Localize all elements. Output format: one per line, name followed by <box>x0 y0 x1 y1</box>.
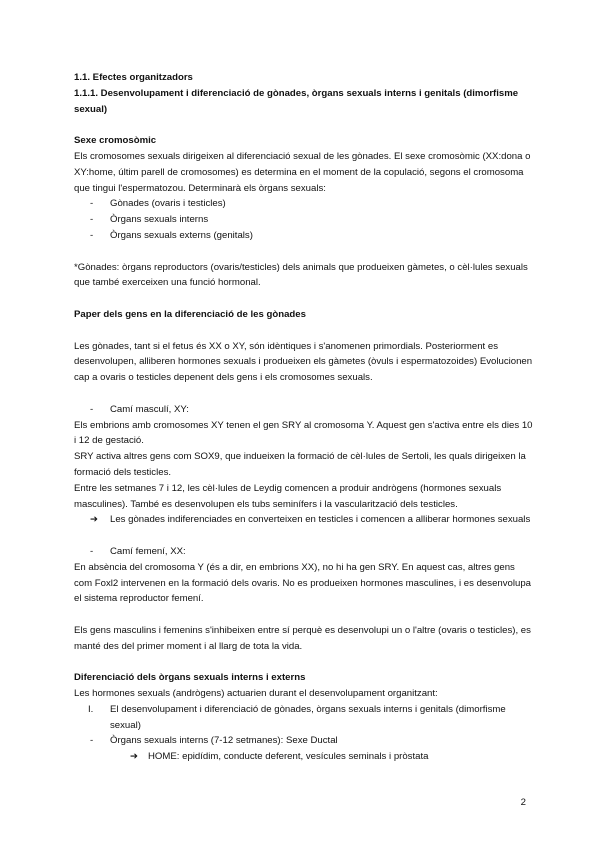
list-item: - Òrgans sexuals interns (7-12 setmanes): Sexe Ductal <box>74 733 534 749</box>
paper-gens-paragraph: Les gònades, tant si el fetus és XX o XY, són idèntiques i s'anomenen primordials. Posteriorment es desenvolupen, alliberen hormones sexuals i produeixen els gàmetes (òvuls i espermatozoides) Evolucionen cap a ovaris o testicles depenent dels gens i els cromosomes sexuals. <box>74 340 533 384</box>
diferenciacio-title: Diferenciació dels òrgans sexuals interns i externs <box>74 672 306 684</box>
cami-femeni-paragraph: En absència del cromosoma Y (és a dir, en embrions XX), no hi ha gen SRY. En aquest cas, altres gens com Foxl2 intervenen en la formació dels ovaris. No es produeixen hormones masculines, i es desenvolupa el sistema reproductor femení. <box>74 561 532 605</box>
arrow-right-icon: ➔ <box>90 514 99 526</box>
section-heading: 1.1. Efectes organitzadors <box>74 72 193 83</box>
dash-bullet: - <box>90 403 94 415</box>
arrow-right-icon: ➔ <box>130 751 139 763</box>
cami-masculi-line: Els embrions amb cromosomes XY tenen el gen SRY al cromosoma Y. Aquest gen s'activa entre els dies 10 i 12 de gestació. <box>74 419 533 447</box>
list-item: - Òrgans sexuals interns <box>74 212 534 228</box>
gonades-note: *Gònades: òrgans reproductors (ovaris/testicles) dels animals que produeixen gàmetes, o cèl·lules sexuals que també exerceixen una funció hormonal. <box>74 261 528 289</box>
numbered-item: I. El desenvolupament i diferenciació de gònades, òrgans sexuals interns i genitals (dimorfisme sexual) <box>88 703 506 731</box>
numbered-marker: I. <box>88 703 94 715</box>
dash-bullet: - <box>90 735 94 747</box>
arrow-item: ➔ Les gònades indiferenciades en converteixen en testicles i comencen a alliberar hormones sexuals <box>74 512 534 528</box>
dash-bullet: - <box>90 229 94 241</box>
dash-bullet: - <box>90 198 94 210</box>
paper-gens-title: Paper dels gens en la diferenciació de les gònades <box>74 308 306 320</box>
cami-masculi-line: Entre les setmanes 7 i 12, les cèl·lules de Leydig comencen a produir andrògens (hormones sexuals masculines). També es desenvolupen els tubs seminífers i la vascularització dels testicles. <box>74 482 502 510</box>
sexe-cromosomic-paragraph: Els cromosomes sexuals dirigeixen al diferenciació sexual de les gònades. El sexe cromosòmic (XX:dona o XY:home, últim parell de cromosomes) es determina en el moment de la copulació, segons el cromosoma que tingui l'espermatozou. Determinarà els òrgans sexuals: <box>74 150 531 194</box>
list-item: - Òrgans sexuals externs (genitals) <box>74 228 534 244</box>
conclusion-paragraph: Els gens masculins i femenins s'inhibeixen entre sí perquè es desenvolupi un o l'altre (ovaris o testicles), es manté des del primer moment i al llarg de tota la vida. <box>74 624 531 652</box>
cami-masculi-label: - Camí masculí, XY: <box>74 402 534 418</box>
document-page <box>74 70 534 765</box>
dash-bullet: - <box>90 545 94 557</box>
sexe-cromosomic-title: Sexe cromosòmic <box>74 135 157 147</box>
arrow-item: ➔ HOME: epidídim, conducte deferent, vesícules seminals i pròstata <box>74 749 534 765</box>
cami-femeni-label: - Camí femení, XX: <box>74 544 534 560</box>
subsection-heading: 1.1.1. Desenvolupament i diferenciació de gònades, òrgans sexuals interns i genitals (dimorfisme sexual) <box>74 87 519 115</box>
page-number: 2 <box>520 797 526 808</box>
cami-masculi-line: SRY activa altres gens com SOX9, que indueixen la formació de cèl·lules de Sertoli, les quals dirigeixen la formació dels testicles. <box>74 451 526 478</box>
dash-bullet: - <box>90 214 94 226</box>
list-item: - Gònades (ovaris i testicles) <box>74 196 534 212</box>
diferenciacio-paragraph: Les hormones sexuals (andrògens) actuarien durant el desenvolupament organitzant: <box>74 688 438 700</box>
